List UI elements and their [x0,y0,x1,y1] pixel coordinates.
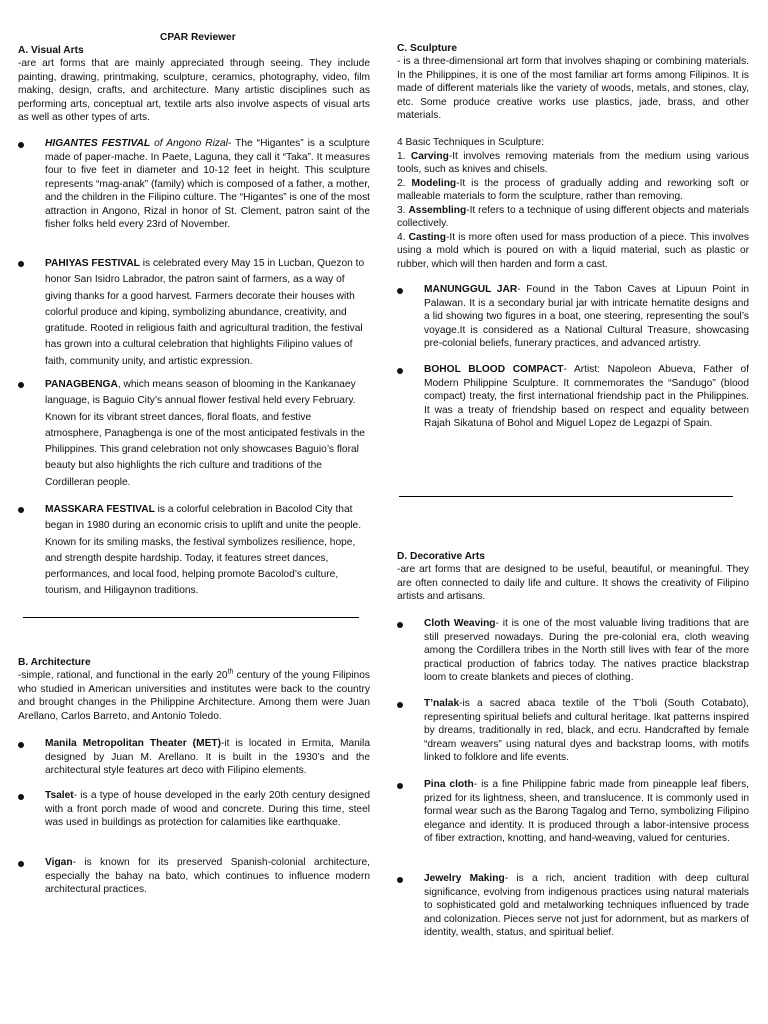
bullet-dot [18,794,24,800]
bullet-dot [18,261,24,267]
list-item-cloth-weaving [397,617,749,685]
technique-assembling: Assembling [408,204,467,216]
list-item-bohol-blood-compact [397,363,749,431]
desc-vigan: - is known for its preserved Spanish-colonial architecture, especially the bahay na bato, which continues to influence modern architectural practices. [45,857,370,895]
section-divider [23,617,359,618]
term-cloth-weaving: Cloth Weaving [424,618,496,629]
desc-pahiyas: is celebrated every May 15 in Lucban, Quezon to honor San Isidro Labrador, the patron saint of farmers, as a way of giving thanks for a good harvest. Farmers decorate their houses with colorful produce and kiping, symbolizing abundance, creativity, and gratitude. Rooted in religious faith and agricultural tradition, the festival has grown into a cultural celebration that highlights Filipino values of faith, community unity, and artistic expression. [45,258,365,367]
list-item-met [18,737,370,778]
technique-casting-desc: -It is more often used for mass production of a piece. This involves using a mold which is poured on with a liquid material, such as plastic or rubber, which will then harden and form a cast. [397,231,750,270]
technique-num: 3. [397,204,409,216]
section-heading-decorative-arts: D. Decorative Arts [397,551,485,562]
techniques-heading: 4 Basic Techniques in Sculpture: [397,137,545,148]
bullet-dot [397,783,403,789]
section-heading-architecture: B. Architecture [18,657,91,668]
architecture-intro-sup: th [227,668,234,676]
desc-panagbenga: , which means season of blooming in the Kankanaey language, is Baguio City’s annual flower festival held every February. Known for its vibrant street dances, floral floats, and festive atmosphere, Panagbenga is one of the most anticipated festivals in the Philippines. This grand celebration not only showcases Baguio’s floral beauty but also highlights the rich culture and traditions of the Cordilleran people. [45,379,365,488]
bullet-dot [18,507,24,513]
term-jewelry-making: Jewelry Making [424,873,505,884]
document-title: CPAR Reviewer [160,32,236,43]
desc-pina-cloth: - is a fine Philippine fabric made from pineapple leaf fibers, prized for its lightness, sheen, and translucence. It is commonly used in formal wear such as the Barong Tagalog and Terno, symbolizing Filipino elegance and identity. It is produced through a labor-intensive process of fiber extraction, knotting, and hand-weaving, valued for centuries. [424,779,749,844]
bullet-dot [397,368,403,374]
term-suffix-higantes: of Angono Rizal [150,138,228,149]
term-pina-cloth: Pina cloth [424,779,474,790]
visual-arts-intro [18,57,370,125]
term-panagbenga: PANAGBENGA [45,379,118,390]
section-heading-visual-arts: A. Visual Arts [18,45,84,56]
architecture-intro-b: century of the young Filipinos who studied in American universities and institutes were back to the country and brought changes in the Philippine Architecture. Among them were Juan Arellano, Carlos Barreto, and Antonio Toledo. [18,670,370,722]
desc-tnalak: -is a sacred abaca textile of the T’boli (South Cotabato), representing spiritual beliefs and cultural heritage. Ikat patterns inspired by dreams, traditionally in red, black, and ecru. Handcrafted by female “dream weavers” using natural dyes and backstrap looms, with motifs linked to folklore and life events. [424,698,749,763]
term-manunggul-jar: MANUNGGUL JAR [424,284,518,295]
section-divider [399,496,733,497]
term-pahiyas: PAHIYAS FESTIVAL [45,258,140,269]
decorative-arts-intro-text: -are art forms that are designed to be useful, beautiful, or meaningful. They are often connected to daily life and culture. It shows the creativity of Filipino artists and artisans. [397,564,749,602]
desc-higantes: - The “Higantes” is a sculpture made of paper-mache. In Paete, Laguna, they call it “Taka”. It measures four to five feet in diameter and 10-12 feet in height. This sculpture represents “mag-anak” (family) which is composed of a father, a mother, and the children in the Filipino culture. The “Higantes” is one of the most attraction in Angono, Rizal in honor of St. Clement, patron saint of the fisher folks held every 23rd of November. [45,138,370,230]
term-bohol-blood-compact: BOHOL BLOOD COMPACT [424,364,564,375]
list-item-tsalet [18,789,370,830]
sculpture-intro [397,55,749,123]
term-met: Manila Metropolitan Theater (MET) [45,738,221,749]
desc-tsalet: - is a type of house developed in the early 20th century designed with a front porch made of wood and concrete. During this time, steel was used in buildings as protection for calamities like earthquake. [45,790,370,828]
desc-jewelry-making: - is a rich, ancient tradition with deep cultural significance, evolving from indigenous practices using natural materials to sophisticated gold and metalworking techniques influenced by trade and colonization. Pieces serve not just for adornment, but as markers of identity, wealth, status, and spiritual belief. [424,873,749,938]
bullet-dot [397,877,403,883]
bullet-dot [18,142,24,148]
desc-met: -it is located in Ermita, Manila designed by Juan M. Arellano. It is built in the 1930’s and the architectural style features art deco with Filipino elements. [45,738,370,776]
bullet-dot [397,702,403,708]
list-item-higantes [18,137,370,232]
technique-carving-desc: -It involves removing materials from the medium using various tools, such as knives and chisels. [397,150,749,175]
list-item-pina-cloth [397,778,749,846]
technique-modeling-desc: -It is the process of gradually adding and reworking soft or malleable materials to form the sculpture, rather than removing. [397,177,749,202]
bullet-dot [18,861,24,867]
term-vigan: Vigan [45,857,73,868]
sculpture-techniques [397,136,749,271]
term-masskara: MASSKARA FESTIVAL [45,504,155,515]
technique-num: 1. [397,150,411,162]
bullet-dot [397,622,403,628]
technique-carving: Carving [410,150,449,162]
desc-bohol-blood-compact: - Artist: Napoleon Abueva, Father of Modern Philippine Sculpture. It commemorates the “Sandugo” (blood compact) treaty, the first international friendship pact in the Philippines. It was a treaty of friendship based on respect and equality between Rajah Sikatuna of Bohol and Miguel Lopez de Legazpi of Spain. [424,364,749,429]
visual-arts-intro-text: -are art forms that are mainly appreciated through seeing. They include painting, drawing, printmaking, sculpture, ceramics, photography, video, film making, design, crafts, and architecture. Many artistic disciplines such as performing arts, conceptual art, textile arts also involve aspects of visual arts as well as other types of arts. [18,58,370,123]
list-item-pahiyas [18,256,370,370]
sculpture-intro-text: - is a three-dimensional art form that involves shaping or combining materials. In the Philippines, it is one of the most familiar art forms among Filipinos. It is made of different materials like the variety of woods, metals, and stones, clay, etc. Some produce creative works use plastics, jade, brass, and other materials. [397,56,749,121]
bullet-dot [18,382,24,388]
technique-modeling: Modeling [411,177,457,189]
desc-cloth-weaving: - it is one of the most valuable living traditions that are still preserved nowadays. During the pre-colonial era, cloth weaving among the Cordillera tribes in the North still lives with fear of the more practical production of fabrics today. The natives practice blackstrap loom to create blankets and pieces of clothing. [424,618,750,683]
term-higantes: HIGANTES FESTIVAL [45,138,151,149]
list-item-tnalak [397,697,749,765]
architecture-intro [18,669,370,723]
list-item-manunggul-jar [397,283,749,351]
term-tnalak: T’nalak [424,698,460,709]
term-tsalet: Tsalet [45,790,74,801]
technique-assembling-desc: -It refers to a technique of using different objects and materials collectively. [397,204,750,229]
decorative-arts-intro [397,563,749,604]
section-heading-sculpture: C. Sculpture [397,43,458,54]
technique-num: 4. [397,231,409,243]
list-item-jewelry-making [397,872,749,940]
desc-masskara: is a colorful celebration in Bacolod City that began in 1980 during an economic crisis to uplift and unite the people. Known for its smiling masks, the festival symbolizes resilience, hope, and strength despite hardship. Today, it features street dances, performances, and local food, helping promote Bacolod’s culture, tourism, and Hiligaynon traditions. [45,504,362,597]
technique-casting: Casting [408,231,446,243]
bullet-dot [18,742,24,748]
list-item-vigan [18,856,370,897]
list-item-masskara [18,502,370,600]
list-item-panagbenga [18,377,370,491]
architecture-intro-a: -simple, rational, and functional in the early 20 [18,670,228,681]
bullet-dot [397,288,403,294]
desc-manunggul-jar: - Found in the Tabon Caves at Lipuun Point in Palawan. It is a secondary burial jar with intricate hematite designs and a lid showing two figures in a boat, one steering, representing the soul’s voyage.It is considered as a National Cultural Treasure, showcasing pre-colonial beliefs, funerary practices, and advanced artistry. [424,284,750,349]
technique-num: 2. [397,177,412,189]
